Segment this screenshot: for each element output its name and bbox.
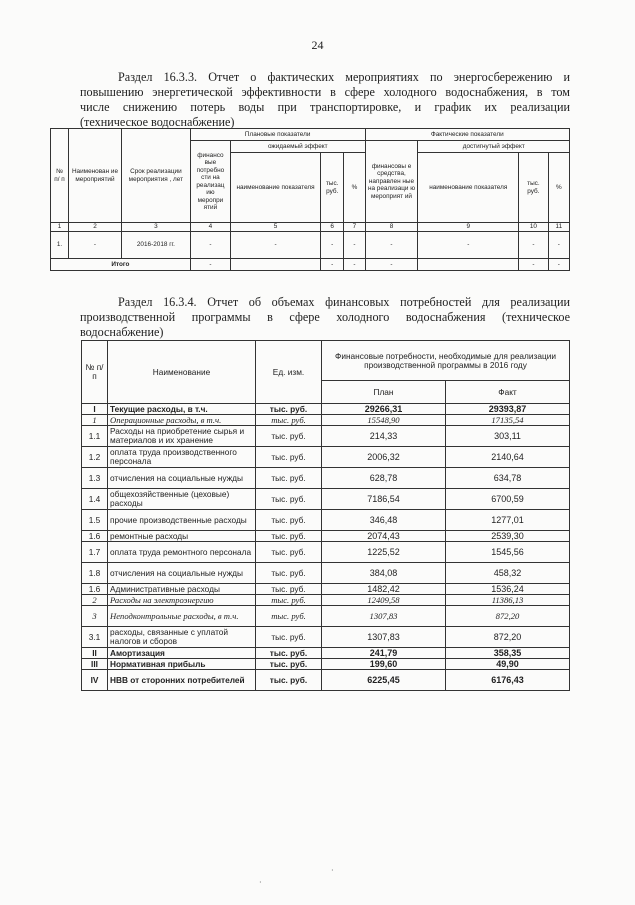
header-achieved-effect: достигнутый эффект (418, 141, 570, 153)
table-cell: - (365, 232, 418, 259)
row-fact-value: 1277,01 (446, 510, 570, 531)
row-plan-value: 1307,83 (322, 606, 446, 627)
row-name: НВВ от сторонних потребителей (108, 670, 256, 691)
table-cell: - (519, 259, 549, 271)
row-unit: тыс. руб. (256, 606, 322, 627)
table-row (82, 510, 570, 531)
measures-report-table (50, 128, 570, 271)
header-plan: План (322, 381, 446, 404)
table-row (82, 648, 570, 659)
table-cell: - (321, 259, 344, 271)
table-row (82, 595, 570, 606)
row-unit: тыс. руб. (256, 584, 322, 595)
row-number: 1.2 (82, 447, 108, 468)
row-fact-value: 49,90 (446, 659, 570, 670)
row-name: Неподконтрольные расходы, в т.ч. (108, 606, 256, 627)
row-number: I (82, 404, 108, 415)
table-cell (231, 259, 321, 271)
header-number: № п/ п (51, 129, 69, 223)
row-name: Расходы на электроэнергию (108, 595, 256, 606)
row-number: 1.6 (82, 584, 108, 595)
header-indicator-name: наименование показателя (418, 153, 519, 223)
table-cell: - (519, 232, 549, 259)
row-name: общехозяйственные (цеховые) расходы (108, 489, 256, 510)
table-cell: - (344, 259, 365, 271)
row-unit: тыс. руб. (256, 510, 322, 531)
row-number: 1.8 (82, 563, 108, 584)
row-plan-value: 2074,43 (322, 531, 446, 542)
table-cell: - (418, 232, 519, 259)
row-name: Операционные расходы, в т.ч. (108, 415, 256, 426)
table-cell: - (548, 232, 569, 259)
header-name: Наименование (108, 341, 256, 404)
row-unit: тыс. руб. (256, 563, 322, 584)
table-row (82, 659, 570, 670)
row-name: ремонтные расходы (108, 531, 256, 542)
row-number: 1.5 (82, 510, 108, 531)
row-number: 1 (82, 415, 108, 426)
row-number: IV (82, 670, 108, 691)
row-unit: тыс. руб. (256, 670, 322, 691)
row-number: II (82, 648, 108, 659)
title-line: повышению энергетической эффективности в сфере холодного водоснабжения, в том (80, 85, 570, 99)
title-line: числе снижению потерь воды при транспортировке, и график их реализации (80, 100, 570, 114)
row-fact-value: 872,20 (446, 606, 570, 627)
table-row (82, 584, 570, 595)
column-number: 9 (418, 223, 519, 232)
row-fact-value: 303,11 (446, 426, 570, 447)
row-fact-value: 358,35 (446, 648, 570, 659)
row-plan-value: 7186,54 (322, 489, 446, 510)
header-actual: Фактические показатели (365, 129, 569, 141)
header-fact: Факт (446, 381, 570, 404)
row-plan-value: 1482,42 (322, 584, 446, 595)
row-name: прочие производственные расходы (108, 510, 256, 531)
row-number: 3.1 (82, 627, 108, 648)
row-unit: тыс. руб. (256, 489, 322, 510)
header-measure-name: Наименован ие мероприятий (69, 129, 122, 223)
row-unit: тыс. руб. (256, 426, 322, 447)
header-financial-needs: Финансовые потребности, необходимые для реализации производственной программы в 2016 году (322, 341, 570, 381)
page-number: 24 (311, 38, 324, 52)
table-cell: - (190, 232, 230, 259)
row-name: отчисления на социальные нужды (108, 468, 256, 489)
table-cell: - (69, 232, 122, 259)
row-fact-value: 17135,54 (446, 415, 570, 426)
header-planned: Плановые показатели (190, 129, 365, 141)
title-line: водоснабжение) (80, 325, 164, 339)
row-number: 2 (82, 595, 108, 606)
table-cell: - (548, 259, 569, 271)
row-plan-value: 241,79 (322, 648, 446, 659)
column-number: 7 (344, 223, 365, 232)
table-cell: - (344, 232, 365, 259)
header-number: № п/п (82, 341, 108, 404)
row-plan-value: 2006,32 (322, 447, 446, 468)
row-number: III (82, 659, 108, 670)
row-name: Расходы на приобретение сырья и материалов и их хранение (108, 426, 256, 447)
scan-mark: · (259, 878, 262, 887)
row-fact-value: 2539,30 (446, 531, 570, 542)
header-actual-financing: финансовы е средства, направлен ные на реализаци ю мероприят ий (365, 141, 418, 223)
header-percent: % (344, 153, 365, 223)
row-name: Нормативная прибыль (108, 659, 256, 670)
row-name: Административные расходы (108, 584, 256, 595)
column-number: 4 (190, 223, 230, 232)
table-row (82, 670, 570, 691)
row-fact-value: 6700,59 (446, 489, 570, 510)
header-unit: Ед. изм. (256, 341, 322, 404)
row-unit: тыс. руб. (256, 404, 322, 415)
title-line: производственной программы в сфере холодного водоснабжения (техническое (80, 310, 570, 324)
total-label: Итого (51, 259, 191, 271)
row-plan-value: 12409,58 (322, 595, 446, 606)
table-cell: 2016-2018 гг. (121, 232, 190, 259)
table-row (82, 447, 570, 468)
row-plan-value: 29266,31 (322, 404, 446, 415)
row-name: Амортизация (108, 648, 256, 659)
row-fact-value: 2140,64 (446, 447, 570, 468)
column-number: 10 (519, 223, 549, 232)
row-number: 1.3 (82, 468, 108, 489)
row-fact-value: 1536,24 (446, 584, 570, 595)
column-number: 5 (231, 223, 321, 232)
table-row (82, 531, 570, 542)
row-name: оплата труда ремонтного персонала (108, 542, 256, 563)
financial-needs-table (81, 340, 570, 691)
row-fact-value: 6176,43 (446, 670, 570, 691)
row-unit: тыс. руб. (256, 648, 322, 659)
row-number: 1.6 (82, 531, 108, 542)
row-unit: тыс. руб. (256, 415, 322, 426)
table-cell: - (321, 232, 344, 259)
header-term: Срок реализации мероприятия , лет (121, 129, 190, 223)
row-name: расходы, связанные с уплатой налогов и сборов (108, 627, 256, 648)
section-16-3-3-title (80, 70, 570, 130)
row-fact-value: 458,32 (446, 563, 570, 584)
row-unit: тыс. руб. (256, 542, 322, 563)
row-unit: тыс. руб. (256, 447, 322, 468)
header-planned-financing: финансо вые потребно сти на реализац ию меропри ятий (190, 141, 230, 223)
row-name: оплата труда производственного персонала (108, 447, 256, 468)
row-unit: тыс. руб. (256, 468, 322, 489)
scan-mark: · (331, 866, 334, 875)
row-unit: тыс. руб. (256, 595, 322, 606)
column-number: 2 (69, 223, 122, 232)
table-cell (418, 259, 519, 271)
row-number: 1.4 (82, 489, 108, 510)
header-indicator-name: наименование показателя (231, 153, 321, 223)
header-thousand-rub: тыс. руб. (519, 153, 549, 223)
row-plan-value: 1307,83 (322, 627, 446, 648)
table-row (82, 563, 570, 584)
header-expected-effect: ожидаемый эффект (231, 141, 365, 153)
table-row (82, 468, 570, 489)
title-line: Раздел 16.3.4. Отчет об объемах финансовых потребностей для реализации (118, 295, 570, 309)
title-line: (техническое водоснабжение) (80, 115, 235, 129)
row-number: 3 (82, 606, 108, 627)
row-unit: тыс. руб. (256, 659, 322, 670)
row-fact-value: 1545,56 (446, 542, 570, 563)
row-unit: тыс. руб. (256, 531, 322, 542)
row-name: отчисления на социальные нужды (108, 563, 256, 584)
column-number: 6 (321, 223, 344, 232)
table-cell: - (231, 232, 321, 259)
table-row (82, 627, 570, 648)
table-row (82, 415, 570, 426)
column-number: 3 (121, 223, 190, 232)
row-plan-value: 384,08 (322, 563, 446, 584)
row-plan-value: 1225,52 (322, 542, 446, 563)
table-row (82, 606, 570, 627)
total-row (51, 259, 570, 271)
column-numbers-row (51, 223, 570, 232)
header-percent: % (548, 153, 569, 223)
table-cell: - (190, 259, 230, 271)
table-cell: 1. (51, 232, 69, 259)
row-plan-value: 628,78 (322, 468, 446, 489)
row-number: 1.7 (82, 542, 108, 563)
section-16-3-4-title (80, 295, 570, 340)
table-row (82, 489, 570, 510)
row-plan-value: 6225,45 (322, 670, 446, 691)
row-number: 1.1 (82, 426, 108, 447)
row-name: Текущие расходы, в т.ч. (108, 404, 256, 415)
title-line: Раздел 16.3.3. Отчет о фактических мероприятиях по энергосбережению и (118, 70, 570, 84)
row-unit: тыс. руб. (256, 627, 322, 648)
column-number: 8 (365, 223, 418, 232)
column-number: 1 (51, 223, 69, 232)
table-cell: - (365, 259, 418, 271)
row-fact-value: 634,78 (446, 468, 570, 489)
row-fact-value: 872,20 (446, 627, 570, 648)
table-row (82, 542, 570, 563)
row-plan-value: 214,33 (322, 426, 446, 447)
row-fact-value: 29393,87 (446, 404, 570, 415)
table-row (82, 404, 570, 415)
header-thousand-rub: тыс. руб. (321, 153, 344, 223)
row-fact-value: 11386,13 (446, 595, 570, 606)
row-plan-value: 199,60 (322, 659, 446, 670)
row-plan-value: 346,48 (322, 510, 446, 531)
row-plan-value: 15548,90 (322, 415, 446, 426)
table-row (82, 426, 570, 447)
table-row (51, 232, 570, 259)
column-number: 11 (548, 223, 569, 232)
